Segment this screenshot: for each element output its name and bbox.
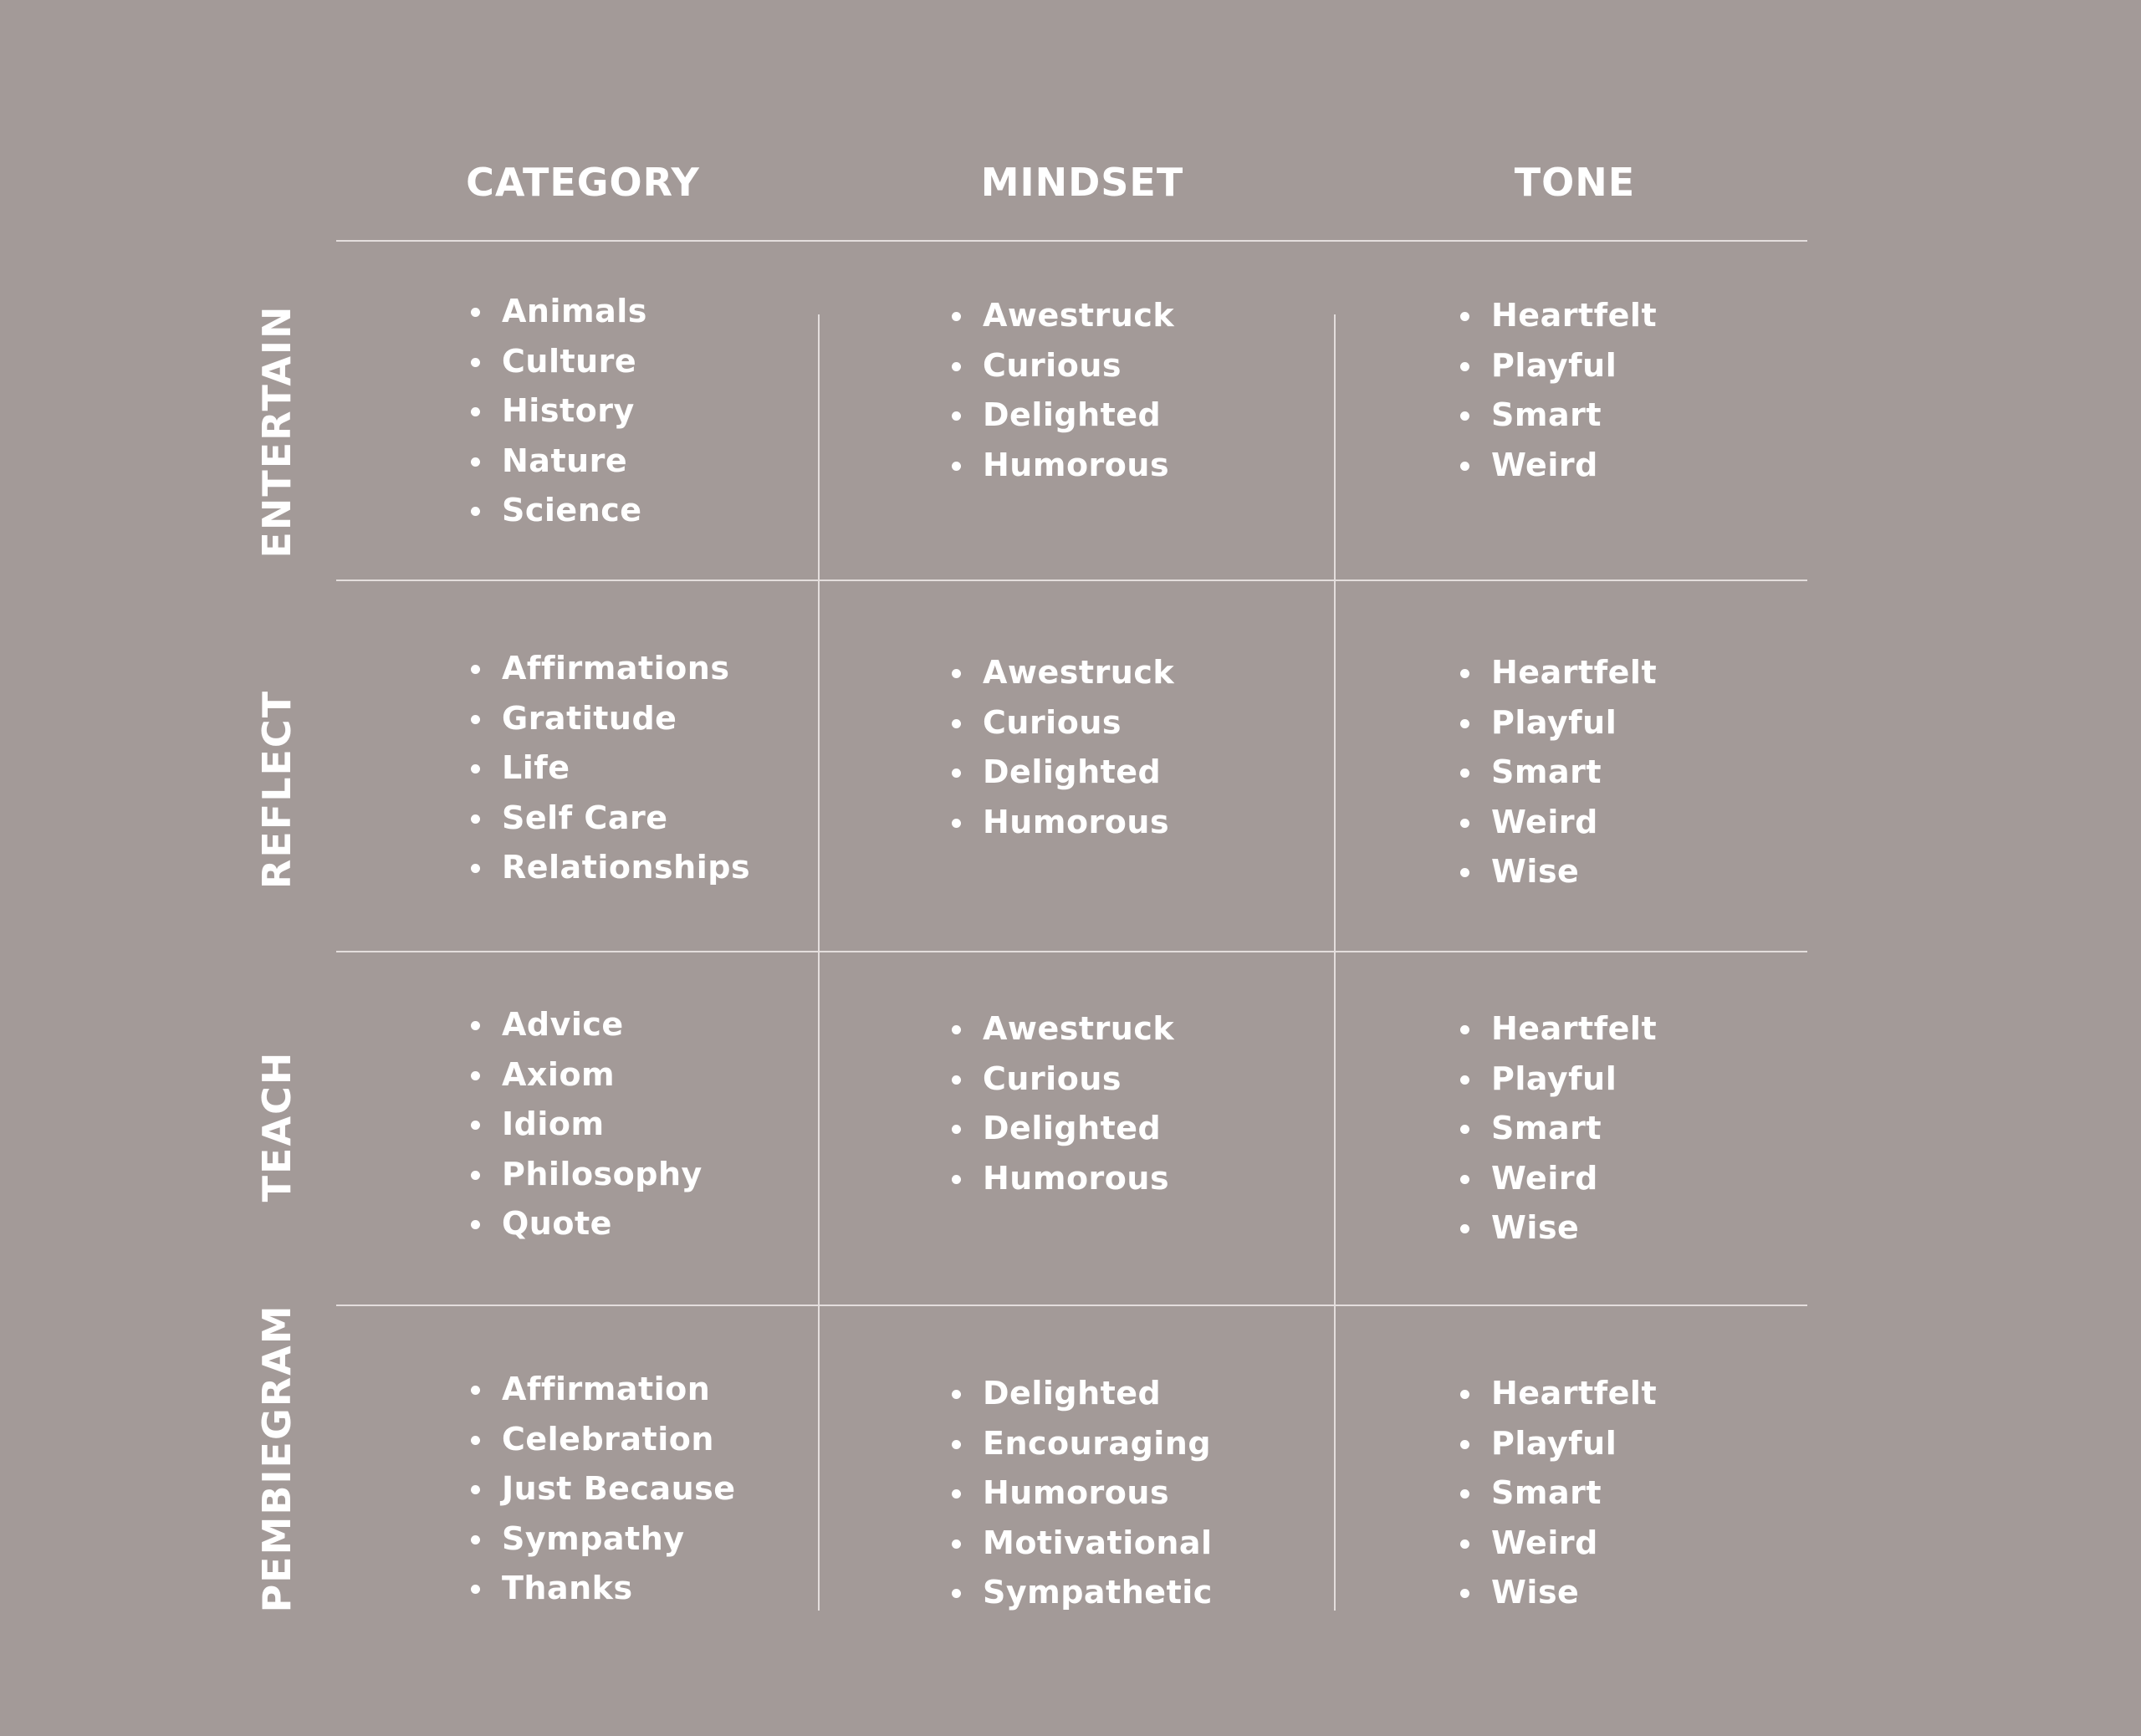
row-divider <box>336 1305 1807 1306</box>
mindset-list-entertain <box>952 291 1174 490</box>
list-item: Wise <box>1460 847 1657 897</box>
list-item: Heartfelt <box>1460 291 1657 341</box>
list-item: Gratitude <box>471 694 750 744</box>
list-item: Weird <box>1460 441 1657 491</box>
list-item: Curious <box>952 698 1174 748</box>
list-item: Smart <box>1460 391 1657 441</box>
list-item: Celebration <box>471 1415 736 1465</box>
list-item: Delighted <box>952 391 1174 441</box>
list-item: Weird <box>1460 1154 1657 1204</box>
list-item: Heartfelt <box>1460 648 1657 698</box>
list-item: Delighted <box>952 1369 1213 1419</box>
list-item: Just Because <box>471 1464 736 1514</box>
column-header-category: CATEGORY <box>466 160 700 205</box>
header-divider <box>336 240 1807 242</box>
list-item: Heartfelt <box>1460 1004 1657 1054</box>
category-list-reflect <box>471 644 750 893</box>
mindset-list-pembiegram <box>952 1369 1213 1618</box>
list-item: Playful <box>1460 1419 1657 1469</box>
list-item: Sympathetic <box>952 1568 1213 1618</box>
list-item: Smart <box>1460 748 1657 798</box>
list-item: Animals <box>471 287 647 337</box>
list-item: Philosophy <box>471 1150 703 1200</box>
list-item: Science <box>471 486 647 536</box>
column-divider <box>818 314 820 1611</box>
row-divider <box>336 580 1807 581</box>
list-item: Relationships <box>471 843 750 893</box>
list-item: Nature <box>471 437 647 487</box>
list-item: Curious <box>952 341 1174 391</box>
list-item: Playful <box>1460 1054 1657 1105</box>
list-item: Idiom <box>471 1100 703 1150</box>
list-item: Humorous <box>952 1154 1174 1204</box>
list-item: Encouraging <box>952 1419 1213 1469</box>
list-item: Awestruck <box>952 291 1174 341</box>
list-item: Delighted <box>952 748 1174 798</box>
list-item: Heartfelt <box>1460 1369 1657 1419</box>
list-item: Motivational <box>952 1519 1213 1569</box>
list-item: Culture <box>471 337 647 387</box>
list-item: Sympathy <box>471 1514 736 1565</box>
list-item: Awestruck <box>952 648 1174 698</box>
tone-list-reflect <box>1460 648 1657 897</box>
list-item: Wise <box>1460 1568 1657 1618</box>
list-item: Wise <box>1460 1203 1657 1253</box>
list-item: Awestruck <box>952 1004 1174 1054</box>
list-item: Affirmation <box>471 1365 736 1415</box>
tone-list-teach <box>1460 1004 1657 1253</box>
list-item: Thanks <box>471 1564 736 1614</box>
list-item: Delighted <box>952 1104 1174 1154</box>
list-item: Weird <box>1460 1519 1657 1569</box>
list-item: Curious <box>952 1054 1174 1105</box>
list-item: Advice <box>471 1000 703 1050</box>
column-header-mindset: MINDSET <box>980 160 1184 205</box>
mindset-list-teach <box>952 1004 1174 1203</box>
list-item: Humorous <box>952 441 1174 491</box>
column-divider <box>1334 314 1336 1611</box>
mindset-list-reflect <box>952 648 1174 847</box>
list-item: History <box>471 386 647 437</box>
list-item: Axiom <box>471 1050 703 1100</box>
list-item: Humorous <box>952 798 1174 848</box>
row-divider <box>336 951 1807 952</box>
list-item: Playful <box>1460 698 1657 748</box>
list-item: Weird <box>1460 798 1657 848</box>
tone-list-entertain <box>1460 291 1657 490</box>
list-item: Self Care <box>471 794 750 844</box>
category-list-entertain <box>471 287 647 536</box>
list-item: Playful <box>1460 341 1657 391</box>
category-list-pembiegram <box>471 1365 736 1614</box>
list-item: Life <box>471 743 750 794</box>
category-list-teach <box>471 1000 703 1249</box>
list-item: Affirmations <box>471 644 750 694</box>
list-item: Smart <box>1460 1468 1657 1519</box>
tone-list-pembiegram <box>1460 1369 1657 1618</box>
list-item: Humorous <box>952 1468 1213 1519</box>
list-item: Smart <box>1460 1104 1657 1154</box>
column-header-tone: TONE <box>1514 160 1636 205</box>
list-item: Quote <box>471 1199 703 1249</box>
